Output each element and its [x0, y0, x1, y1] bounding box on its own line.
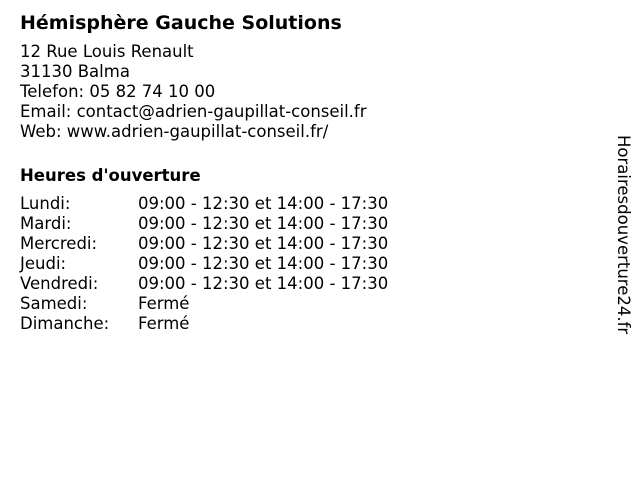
phone-line: Telefon: 05 82 74 10 00	[20, 82, 216, 101]
hours-time: 09:00 - 12:30 et 14:00 - 17:30	[138, 234, 389, 253]
hours-time: 09:00 - 12:30 et 14:00 - 17:30	[138, 214, 389, 233]
hours-time: Fermé	[138, 294, 190, 313]
hours-day: Lundi:	[20, 194, 71, 213]
web-line: Web: www.adrien-gaupillat-conseil.fr/	[20, 122, 329, 141]
hours-table	[20, 194, 600, 334]
city-address: 31130 Balma	[20, 62, 130, 81]
hours-day: Samedi:	[20, 294, 88, 313]
site-watermark: Horairesdouverture24.fr	[614, 135, 633, 335]
hours-row-lundi	[20, 194, 600, 214]
hours-day: Jeudi:	[20, 254, 67, 273]
hours-row-mercredi	[20, 234, 600, 254]
hours-day: Dimanche:	[20, 314, 110, 333]
street-address: 12 Rue Louis Renault	[20, 42, 194, 61]
hours-row-samedi	[20, 294, 600, 314]
hours-time: 09:00 - 12:30 et 14:00 - 17:30	[138, 254, 389, 273]
email-line: Email: contact@adrien-gaupillat-conseil.fr	[20, 102, 367, 121]
hours-row-jeudi	[20, 254, 600, 274]
hours-day: Vendredi:	[20, 274, 99, 293]
hours-row-mardi	[20, 214, 600, 234]
hours-row-vendredi	[20, 274, 600, 294]
business-name: Hémisphère Gauche Solutions	[20, 12, 342, 34]
business-card	[20, 10, 600, 334]
hours-title: Heures d'ouverture	[20, 166, 201, 185]
hours-day: Mardi:	[20, 214, 72, 233]
hours-time: 09:00 - 12:30 et 14:00 - 17:30	[138, 194, 389, 213]
hours-time: 09:00 - 12:30 et 14:00 - 17:30	[138, 274, 389, 293]
hours-row-dimanche	[20, 314, 600, 334]
hours-time: Fermé	[138, 314, 190, 333]
hours-day: Mercredi:	[20, 234, 98, 253]
contact-info	[20, 42, 600, 142]
